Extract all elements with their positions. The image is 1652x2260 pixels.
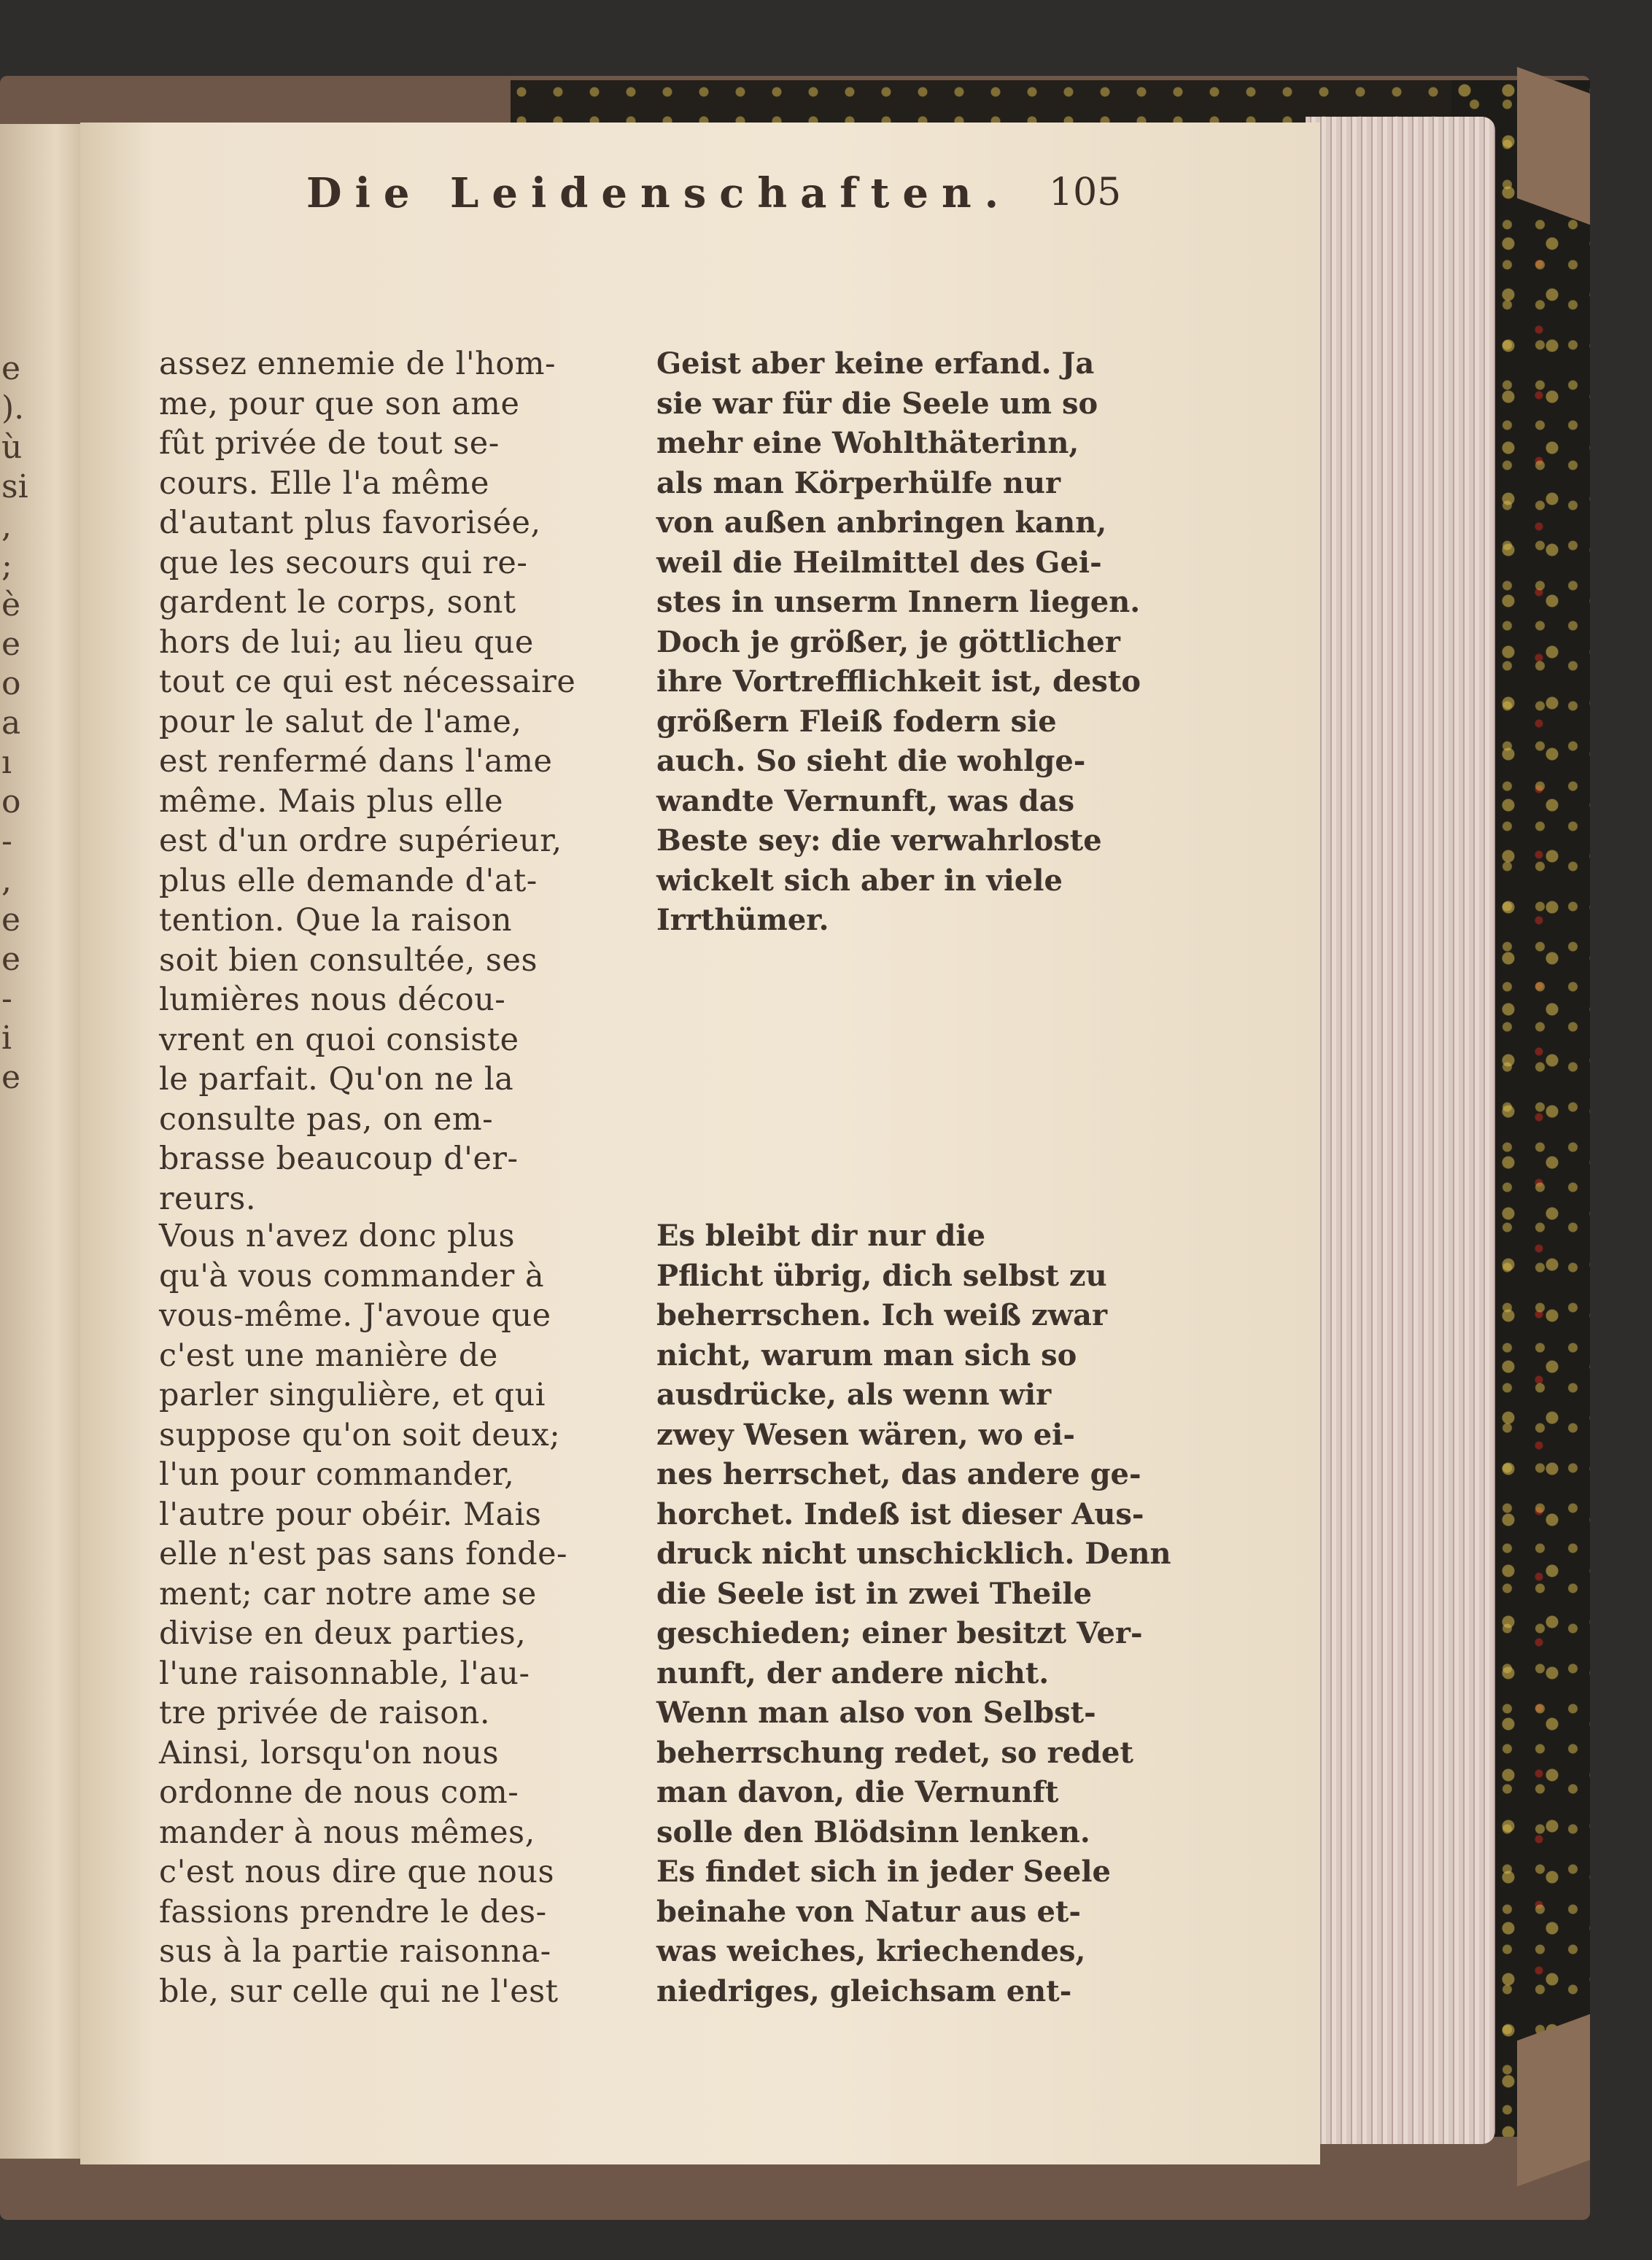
french-text-line: fassions prendre le des- xyxy=(159,1893,547,1930)
german-text-line: Pflicht übrig, dich selbst zu xyxy=(656,1258,1107,1293)
french-text-line: vrent en quoi consiste xyxy=(159,1021,519,1058)
french-text-line: divise en deux parties, xyxy=(159,1615,527,1652)
french-text-line: pour le salut de l'ame, xyxy=(159,703,522,740)
facing-page-fragment: e xyxy=(1,1059,21,1096)
facing-page-fragment: - xyxy=(1,980,12,1017)
facing-page-fragment: , xyxy=(1,862,12,899)
french-text-line: c'est nous dire que nous xyxy=(159,1854,555,1890)
page-block-edges xyxy=(1306,117,1495,2144)
german-text-line: Irrthümer. xyxy=(656,903,829,937)
facing-page-fragment: o xyxy=(1,783,21,820)
french-text-line: l'un pour commander, xyxy=(159,1456,515,1493)
french-text-line: sus à la partie raisonna- xyxy=(159,1933,551,1970)
german-text-line: beherrschen. Ich weiß zwar xyxy=(656,1298,1108,1332)
german-text-line: auch. So sieht die wohlge- xyxy=(656,744,1086,778)
german-text-line: die Seele ist in zwei Theile xyxy=(656,1576,1093,1611)
german-column-block-2 xyxy=(656,1216,1171,2011)
facing-page-fragment: - xyxy=(1,823,12,860)
french-text-line: vous-même. J'avoue que xyxy=(159,1297,551,1334)
german-text-line: geschieden; einer besitzt Ver- xyxy=(656,1616,1143,1650)
german-text-line: man davon, die Vernunft xyxy=(656,1775,1059,1809)
german-text-line: ausdrücke, als wenn wir xyxy=(656,1378,1052,1412)
facing-page-fragment: è xyxy=(1,586,21,624)
french-text-line: qu'à vous commander à xyxy=(159,1257,545,1294)
leather-corner-bottom xyxy=(1517,2014,1590,2186)
french-text-line: est d'un ordre supérieur, xyxy=(159,823,562,859)
german-text-line: Doch je größer, je göttlicher xyxy=(656,624,1120,659)
french-text-line: lumières nous décou- xyxy=(159,982,506,1018)
german-text-line: ihre Vortrefflichkeit ist, desto xyxy=(656,664,1141,699)
french-text-line: ment; car notre ame se xyxy=(159,1575,537,1612)
french-text-line: gardent le corps, sont xyxy=(159,584,516,621)
german-text-line: wandte Vernunft, was das xyxy=(656,783,1075,818)
facing-page-fragment: e xyxy=(1,901,21,939)
german-text-line: zwey Wesen wären, wo ei- xyxy=(656,1417,1075,1452)
german-text-line: beherrschung redet, so redet xyxy=(656,1735,1133,1770)
german-text-line: beinahe von Natur aus et- xyxy=(656,1894,1082,1929)
facing-page-fragment: e xyxy=(1,626,21,663)
french-text-line: tre privée de raison. xyxy=(159,1695,491,1731)
german-text-line: größern Fleiß fodern sie xyxy=(656,704,1057,739)
german-text-line: sie war für die Seele um so xyxy=(656,386,1098,421)
french-text-line: fût privée de tout se- xyxy=(159,425,500,462)
facing-page-fragment: ù xyxy=(1,429,23,466)
german-text-line: nicht, warum man sich so xyxy=(656,1337,1077,1372)
french-text-line: soit bien consultée, ses xyxy=(159,941,538,979)
facing-page-edge xyxy=(0,124,80,2159)
german-text-line: wickelt sich aber in viele xyxy=(656,863,1063,898)
german-text-line: druck nicht unschicklich. Denn xyxy=(656,1537,1171,1571)
facing-page-fragment: si xyxy=(1,468,28,505)
facing-page-fragment: ı xyxy=(1,744,12,781)
french-text-line: parler singulière, et qui xyxy=(159,1377,546,1413)
facing-page-fragment: e xyxy=(1,350,21,387)
french-text-line: que les secours qui re- xyxy=(159,544,528,581)
german-text-line: von außen anbringen kann, xyxy=(656,505,1107,540)
german-text-line: mehr eine Wohlthäterinn, xyxy=(656,426,1079,460)
french-text-line: assez ennemie de l'hom- xyxy=(159,346,557,382)
french-text-line: elle n'est pas sans fonde- xyxy=(159,1536,568,1572)
french-text-line: consulte pas, on em- xyxy=(159,1100,494,1138)
german-column-block-1 xyxy=(656,344,1141,941)
german-text-line: nunft, der andere nicht. xyxy=(656,1655,1050,1690)
german-text-line: als man Körperhülfe nur xyxy=(656,465,1061,500)
facing-page-fragment: a xyxy=(1,704,21,742)
facing-page-fragment: , xyxy=(1,508,12,545)
french-column-block-2 xyxy=(159,1216,626,2011)
german-text-line: Es bleibt dir nur die xyxy=(656,1219,986,1253)
german-text-line: Es findet sich in jeder Seele xyxy=(656,1855,1111,1889)
french-text-line: suppose qu'on soit deux; xyxy=(159,1416,561,1453)
facing-page-fragment: e xyxy=(1,941,21,978)
german-text-line: was weiches, kriechendes, xyxy=(656,1934,1086,1968)
french-text-line: hors de lui; au lieu que xyxy=(159,624,534,661)
french-text-line: ble, sur celle qui ne l'est xyxy=(159,1973,559,2010)
french-text-line: me, pour que son ame xyxy=(159,385,520,422)
french-text-line: cours. Elle l'a même xyxy=(159,465,489,502)
german-text-line: Geist aber keine erfand. Ja xyxy=(656,346,1095,381)
german-text-line: nes herrschet, das andere ge- xyxy=(656,1457,1141,1491)
french-text-line: d'autant plus favorisée, xyxy=(159,505,541,541)
german-text-line: horchet. Indeß ist dieser Aus- xyxy=(656,1496,1144,1531)
french-text-line: Vous n'avez donc plus xyxy=(159,1218,516,1254)
french-text-line: est renfermé dans l'ame xyxy=(159,743,553,780)
french-text-line: tention. Que la raison xyxy=(159,902,513,939)
french-text-line: le parfait. Qu'on ne la xyxy=(159,1061,514,1098)
french-text-line: l'une raisonnable, l'au- xyxy=(159,1655,530,1692)
french-text-line: ordonne de nous com- xyxy=(159,1774,519,1811)
french-text-line: l'autre pour obéir. Mais xyxy=(159,1496,542,1533)
page-number: 105 xyxy=(1049,171,1122,214)
facing-page-fragment: i xyxy=(1,1020,12,1057)
french-text-line: Ainsi, lorsqu'on nous xyxy=(159,1734,500,1771)
french-text-line: reurs. xyxy=(159,1180,256,1217)
french-text-line: plus elle demande d'at- xyxy=(159,862,538,899)
french-text-line: tout ce qui est nécessaire xyxy=(159,664,576,700)
facing-page-fragment: o xyxy=(1,665,21,702)
french-text-line: même. Mais plus elle xyxy=(159,783,504,820)
facing-page-fragment: ). xyxy=(1,389,25,427)
german-text-line: stes in unserm Innern liegen. xyxy=(656,585,1141,619)
french-text-line: c'est une manière de xyxy=(159,1337,498,1374)
running-title: Die Leidenschaften. xyxy=(306,169,1012,217)
german-text-line: Beste sey: die verwahrloste xyxy=(656,823,1102,858)
german-text-line: niedriges, gleichsam ent- xyxy=(656,1973,1072,2008)
german-text-line: weil die Heilmittel des Gei- xyxy=(656,545,1102,580)
french-column-block-1 xyxy=(159,344,626,1219)
german-text-line: solle den Blödsinn lenken. xyxy=(656,1814,1090,1849)
facing-page-fragment: ; xyxy=(1,547,12,584)
german-text-line: Wenn man also von Selbst- xyxy=(656,1696,1096,1730)
leather-corner-top xyxy=(1517,67,1590,225)
french-text-line: brasse beaucoup d'er- xyxy=(159,1141,519,1177)
french-text-line: mander à nous mêmes, xyxy=(159,1814,535,1851)
